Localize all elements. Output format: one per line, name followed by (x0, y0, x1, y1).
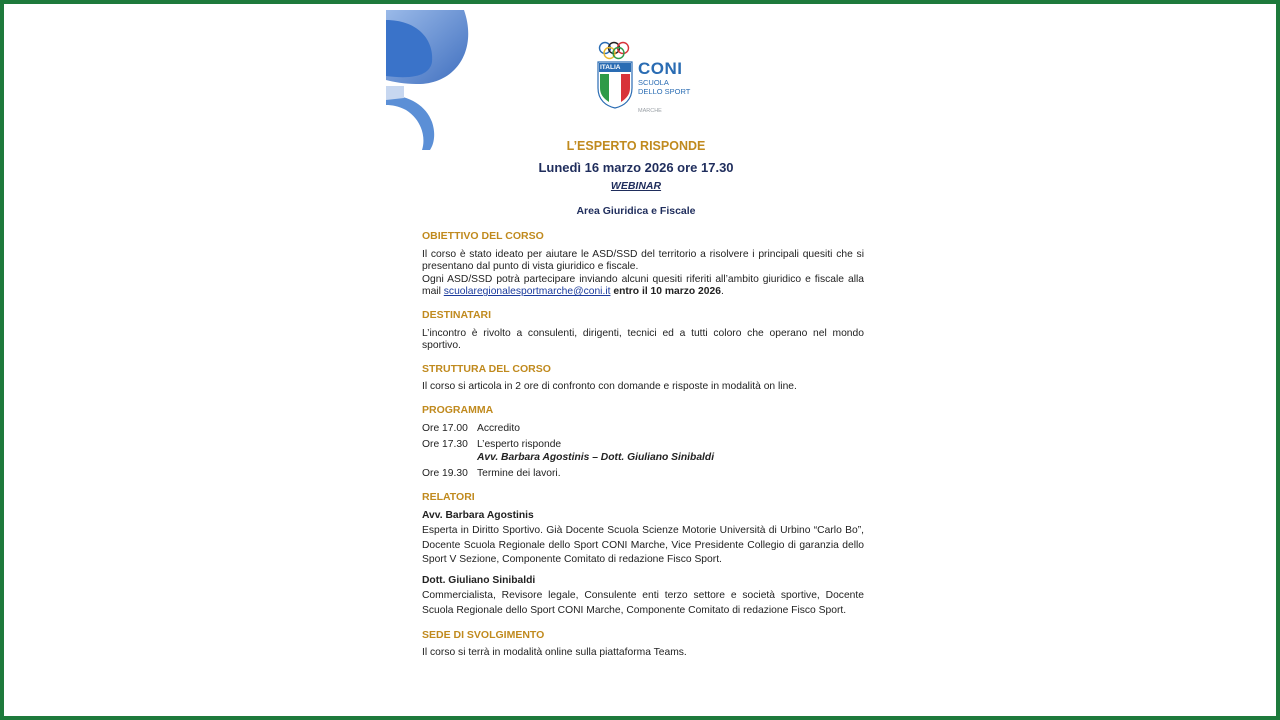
logo-flag-label: ITALIA (600, 64, 621, 71)
relatore-bio: Esperta in Diritto Sportivo. Già Docente Scuola Scienze Motorie Università di Urbino “Carlo Bo”, Docente Scuola Regionale dello Sport CONI Marche, Vice Presidente Collegio di garanzia dello Sport V Sezione, Componente Comitato di redazione Fisco Sport. (422, 525, 864, 566)
section-heading-sede: SEDE DI SVOLGIMENTO (422, 628, 545, 641)
logo-brand: CONI (638, 59, 683, 78)
event-title: L’ESPERTO RISPONDE (566, 139, 706, 153)
section-heading-relatori: RELATORI (422, 490, 475, 503)
relatore-name: Dott. Giuliano Sinibaldi (422, 574, 536, 586)
logo-region: MARCHE (638, 108, 662, 114)
obiettivo-text: Il corso è stato ideato per aiutare le ASD/SSD del territorio a risolvere i principali quesiti che si presentano dal punto di vista giuridico e fiscale. Ogni ASD/SSD potrà partecipare inviando alcuni quesiti riferiti all’ambito giuridico e fiscale alla mail scuolaregionalesportmarche@coni.it entro il 10 marzo 2026. (422, 248, 864, 298)
event-area: Area Giuridica e Fiscale (576, 205, 696, 217)
programma-speakers: Avv. Barbara Agostinis – Dott. Giuliano Sinibaldi (477, 451, 715, 463)
destinatari-text: L’incontro è rivolto a consulenti, dirigenti, tecnici ed a tutti coloro che operano nel mondo sportivo. (422, 327, 864, 352)
document-body (422, 230, 864, 670)
programma-item: Ore 19.30 Termine dei lavori. (422, 468, 561, 480)
document-page (386, 10, 886, 716)
struttura-text: Il corso si articola in 2 ore di confronto con domande e risposte in modalità on line. (422, 381, 797, 393)
event-mode: WEBINAR (610, 180, 662, 192)
programma-list (422, 423, 864, 481)
relatore-name: Avv. Barbara Agostinis (422, 509, 534, 521)
section-heading-obiettivo: OBIETTIVO DEL CORSO (422, 230, 544, 242)
section-heading-struttura: STRUTTURA DEL CORSO (422, 362, 551, 375)
programma-item: Ore 17.00 Accredito (422, 422, 520, 434)
sede-text: Il corso si terrà in modalità online sulla piattaforma Teams. (422, 647, 687, 659)
programma-item: Ore 17.30 L’esperto risponde Avv. Barbara Agostinis – Dott. Giuliano Sinibaldi (422, 439, 715, 463)
decorative-arcs (386, 10, 476, 155)
email-link[interactable]: scuolaregionalesportmarche@coni.it (443, 286, 611, 298)
event-date: Lunedì 16 marzo 2026 ore 17.30 (538, 160, 734, 175)
relatore-bio: Commercialista, Revisore legale, Consulente enti terzo settore e società sportive, Docente Scuola Regionale dello Sport CONI Marche, Componente Comitato di redazione Fisco Sport. (422, 590, 864, 617)
section-heading-programma: PROGRAMMA (422, 403, 494, 416)
deadline: entro il 10 marzo 2026 (613, 286, 721, 298)
section-heading-destinatari: DESTINATARI (422, 308, 492, 321)
logo-subtitle: SCUOLA DELLO SPORT (638, 78, 691, 96)
